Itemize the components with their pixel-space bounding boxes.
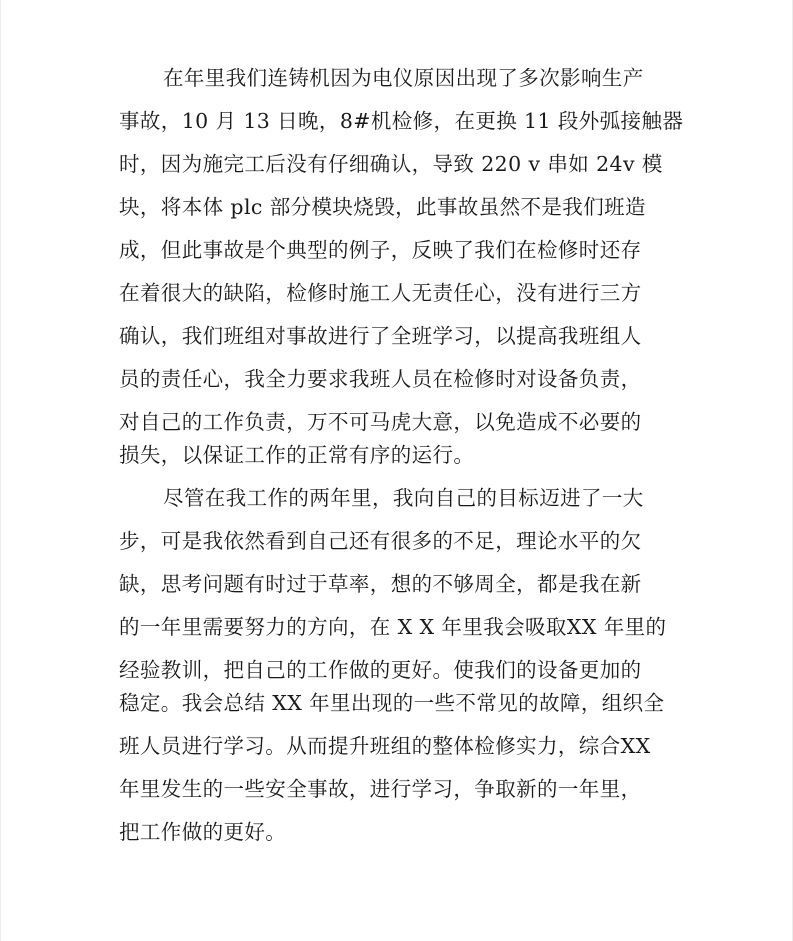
paragraph-2-line-8: 年里发生的一些安全事故，进行学习，争取新的一年里， [119,777,642,801]
paragraph-2-line-1: 尽管在我工作的两年里，我向自己的目标迈进了一大 [163,486,644,510]
paragraph-2-line-2: 步，可是我依然看到自己还有很多的不足，理论水平的欠 [119,529,642,553]
paragraph-2-line-9: 把工作做的更好。 [119,820,287,844]
paragraph-2-line-4: 的一年里需要努力的方向，在 X X 年里我会吸取XX 年里的 [119,615,667,639]
paragraph-1-line-5: 成，但此事故是个典型的例子，反映了我们在检修时还存 [119,238,642,262]
document-body [1,0,793,941]
paragraph-1-line-9: 对自己的工作负责，万不可马虎大意，以免造成不必要的 [119,410,642,434]
paragraph-1-line-7: 确认，我们班组对事故进行了全班学习，以提高我班组人 [119,324,642,348]
paragraph-2-line-6: 稳定。我会总结 XX 年里出现的一些不常见的故障，组织全 [119,691,665,715]
paragraph-1-line-10: 损失，以保证工作的正常有序的运行。 [119,443,475,467]
paragraph-2-line-7: 班人员进行学习。从而提升班组的整体检修实力，综合XX [119,734,651,758]
paragraph-1-line-6: 在着很大的缺陷，检修时施工人无责任心，没有进行三方 [119,281,642,305]
paragraph-2-line-5: 经验教训，把自己的工作做的更好。使我们的设备更加的 [119,658,642,682]
paragraph-1-line-8: 员的责任心，我全力要求我班人员在检修时对设备负责， [119,367,642,391]
paragraph-1-line-4: 块，将本体 plc 部分模块烧毁，此事故虽然不是我们班造 [119,195,646,219]
paragraph-1-line-3: 时，因为施完工后没有仔细确认，导致 220 v 串如 24v 模 [119,152,663,176]
paragraph-1-line-2: 事故，10 月 13 日晚，8#机检修，在更换 11 段外弧接触器 [119,109,684,133]
paragraph-1-line-1: 在年里我们连铸机因为电仪原因出现了多次影响生产 [163,66,644,90]
paragraph-2-line-3: 缺，思考问题有时过于草率，想的不够周全，都是我在新 [119,572,642,596]
